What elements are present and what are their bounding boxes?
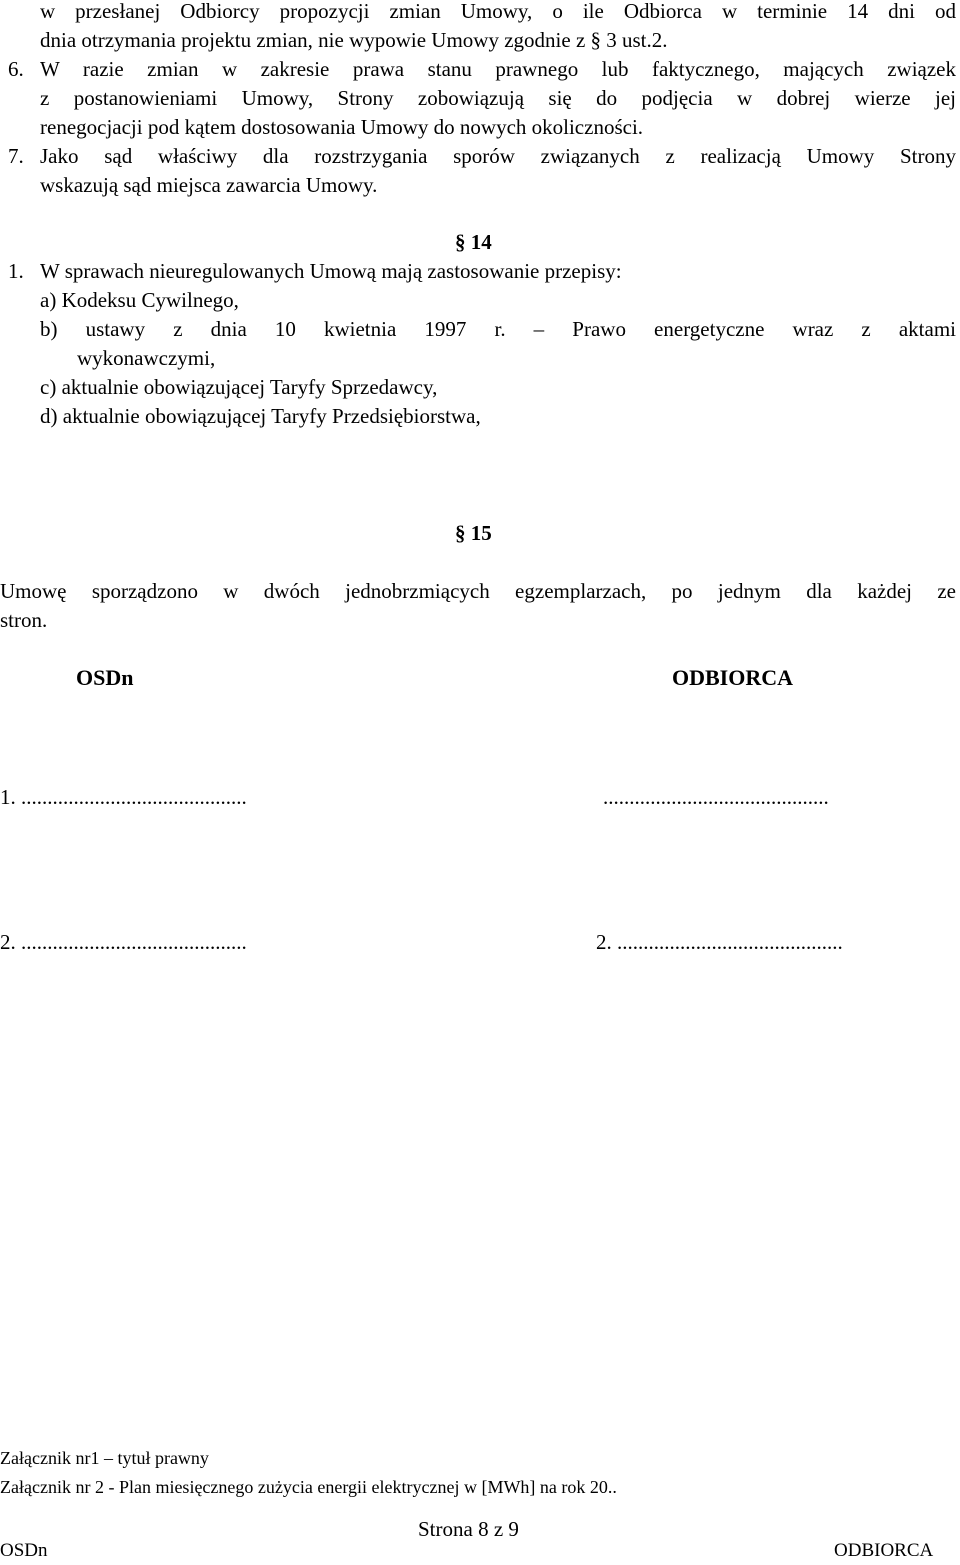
paragraph-line: Umowę sporządzono w dwóch jednobrzmiących egzemplarzach, po jednym dla każdej ze — [0, 579, 956, 603]
signature-label-right: ODBIORCA — [672, 665, 794, 690]
paragraph-line: z postanowieniami Umowy, Strony zobowiązują się do podjęcia w dobrej wierze jej — [40, 86, 956, 110]
signature-label-left: OSDn — [76, 665, 134, 690]
item-number: 1. — [8, 259, 24, 283]
footer-left: OSDn — [0, 1540, 48, 1561]
list-item-continuation: wykonawczymi, — [77, 346, 216, 370]
attachment-line: Załącznik nr 2 - Plan miesięcznego zużycia energii elektrycznej w [MWh] na rok 20.. — [0, 1477, 617, 1497]
signature-line: ........................................... — [603, 785, 829, 809]
section-heading: § 15 — [455, 521, 492, 545]
paragraph-line: w przesłanej Odbiorcy propozycji zmian Umowy, o ile Odbiorca w terminie 14 dni od — [40, 0, 956, 23]
item-number: 6. — [8, 57, 24, 81]
paragraph-line: Jako sąd właściwy dla rozstrzygania sporów związanych z realizacją Umowy Strony — [40, 144, 956, 168]
section-heading: § 14 — [455, 230, 492, 254]
paragraph-line: W razie zmian w zakresie prawa stanu prawnego lub faktycznego, mających związek — [40, 57, 956, 81]
paragraph-line: dnia otrzymania projektu zmian, nie wypowie Umowy zgodnie z § 3 ust.2. — [40, 28, 668, 52]
paragraph-line: stron. — [0, 608, 48, 632]
paragraph-line: wskazują sąd miejsca zawarcia Umowy. — [40, 173, 378, 197]
list-item: d) aktualnie obowiązującej Taryfy Przedsiębiorstwa, — [40, 404, 481, 428]
list-item: c) aktualnie obowiązującej Taryfy Sprzedawcy, — [40, 375, 438, 399]
list-item: a) Kodeksu Cywilnego, — [40, 288, 239, 312]
paragraph-line: renegocjacji pod kątem dostosowania Umowy do nowych okoliczności. — [40, 115, 644, 139]
footer-right: ODBIORCA — [834, 1540, 934, 1561]
paragraph-line: W sprawach nieuregulowanych Umową mają zastosowanie przepisy: — [40, 259, 622, 283]
list-item: b) ustawy z dnia 10 kwietnia 1997 r. – Prawo energetyczne wraz z aktami — [40, 317, 956, 341]
page-number: Strona 8 z 9 — [418, 1517, 519, 1541]
attachment-line: Załącznik nr1 – tytuł prawny — [0, 1448, 209, 1468]
item-number: 7. — [8, 144, 24, 168]
signature-line: 2. ........................................... — [0, 930, 247, 954]
signature-line: 2. ........................................... — [596, 930, 843, 954]
signature-line: 1. ........................................... — [0, 785, 247, 809]
